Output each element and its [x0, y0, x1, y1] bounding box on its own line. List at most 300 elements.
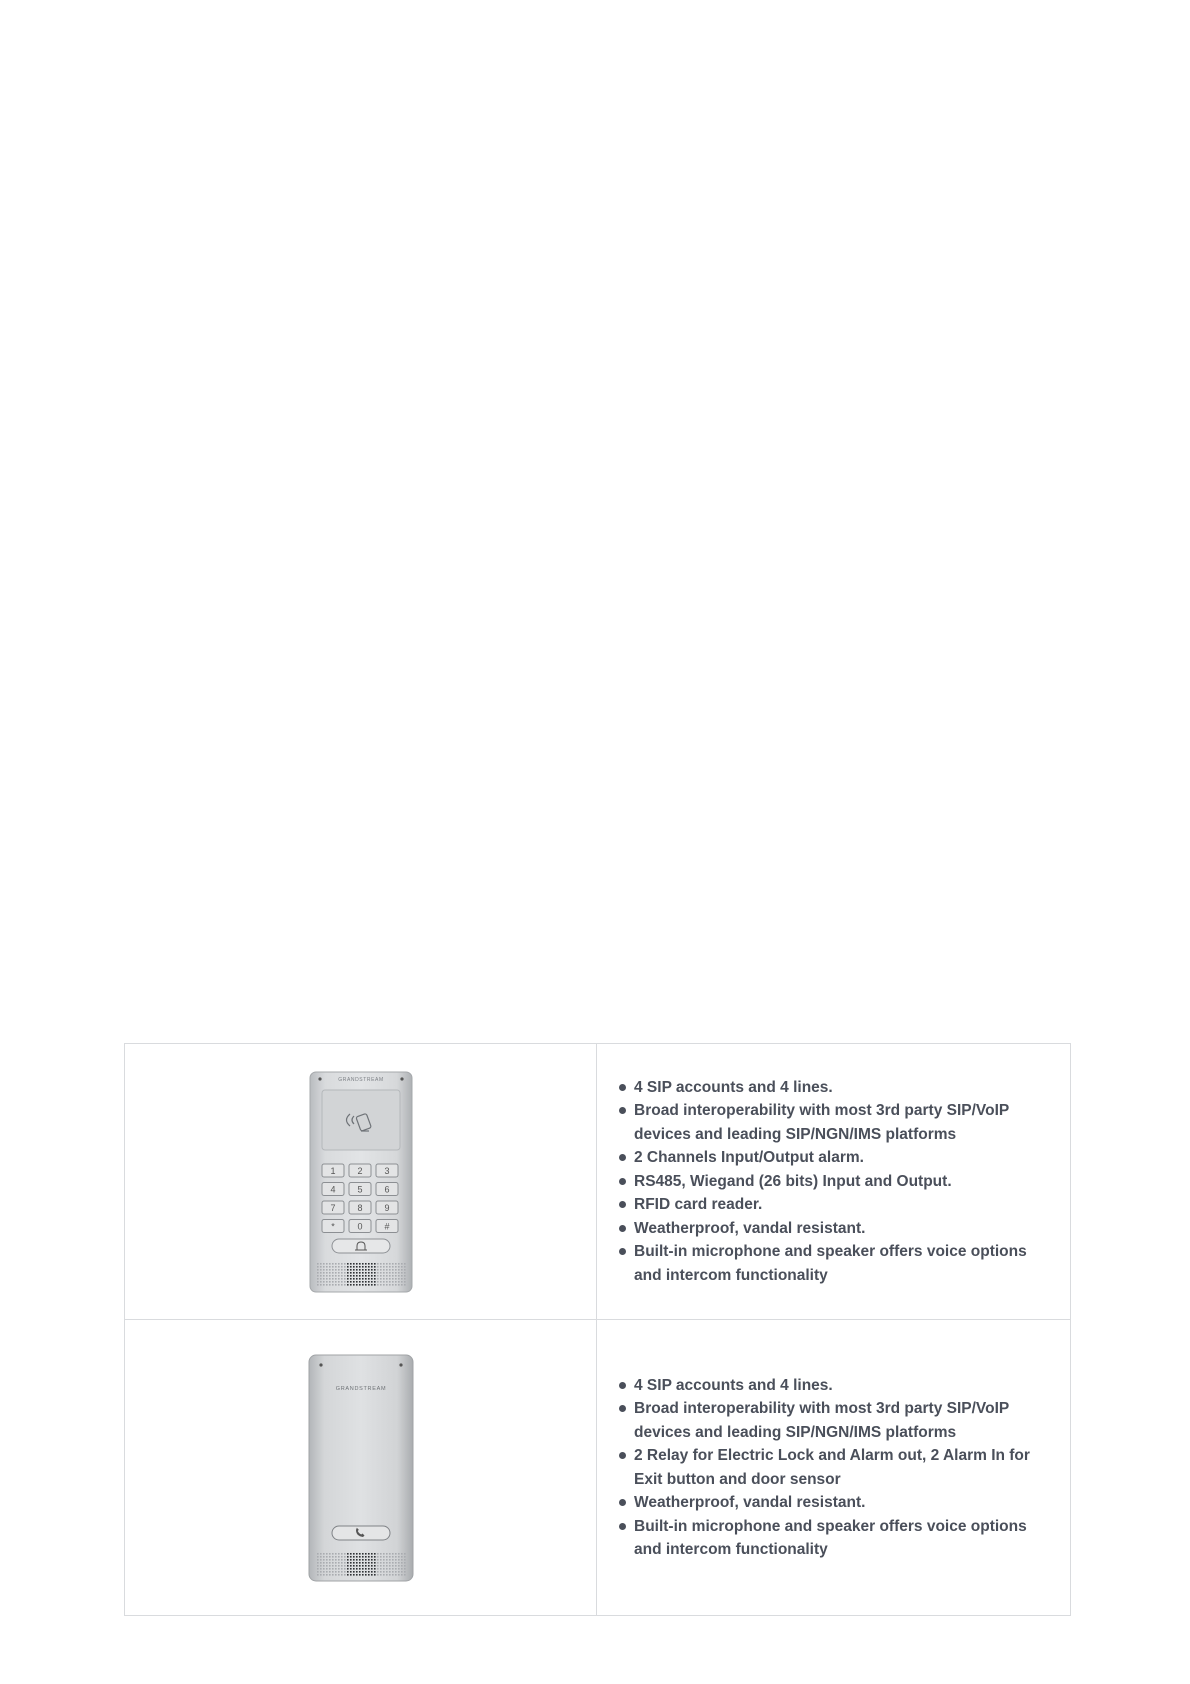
- grille-hole: [356, 1562, 358, 1564]
- grille-hole: [374, 1269, 376, 1271]
- grille-hole: [341, 1553, 343, 1555]
- grille-hole: [383, 1571, 385, 1573]
- grille-hole: [371, 1281, 373, 1283]
- grille-hole: [374, 1266, 376, 1268]
- grille-hole: [344, 1281, 346, 1283]
- grille-hole: [383, 1565, 385, 1567]
- grille-hole: [320, 1284, 322, 1286]
- grille-hole: [338, 1571, 340, 1573]
- grille-hole: [395, 1263, 397, 1265]
- grille-hole: [389, 1278, 391, 1280]
- grille-hole: [353, 1281, 355, 1283]
- grille-hole: [383, 1556, 385, 1558]
- brand-logo: GRANDSTREAM: [335, 1385, 386, 1392]
- grille-hole: [341, 1556, 343, 1558]
- grille-hole: [395, 1266, 397, 1268]
- grille-hole: [380, 1278, 382, 1280]
- grille-hole: [329, 1266, 331, 1268]
- grille-hole: [380, 1269, 382, 1271]
- grille-hole: [347, 1278, 349, 1280]
- grille-hole: [353, 1562, 355, 1564]
- grille-hole: [365, 1568, 367, 1570]
- grille-hole: [344, 1266, 346, 1268]
- grille-hole: [332, 1559, 334, 1561]
- grille-hole: [359, 1284, 361, 1286]
- grille-hole: [344, 1275, 346, 1277]
- grille-hole: [395, 1284, 397, 1286]
- grille-hole: [383, 1559, 385, 1561]
- grille-hole: [326, 1272, 328, 1274]
- grille-hole: [335, 1263, 337, 1265]
- grille-hole: [317, 1565, 319, 1567]
- feature-cell: [597, 1320, 1071, 1616]
- grille-hole: [332, 1263, 334, 1265]
- grille-hole: [353, 1275, 355, 1277]
- grille-hole: [350, 1562, 352, 1564]
- grille-hole: [395, 1556, 397, 1558]
- keypad-key: [322, 1164, 344, 1177]
- grille-hole: [365, 1562, 367, 1564]
- grille-hole: [344, 1263, 346, 1265]
- grille-hole: [320, 1281, 322, 1283]
- grille-hole: [332, 1571, 334, 1573]
- grille-hole: [371, 1263, 373, 1265]
- grille-hole: [317, 1562, 319, 1564]
- grille-hole: [368, 1553, 370, 1555]
- grille-hole: [344, 1272, 346, 1274]
- grille-hole: [347, 1574, 349, 1576]
- grille-hole: [323, 1553, 325, 1555]
- grille-hole: [341, 1284, 343, 1286]
- grille-hole: [356, 1272, 358, 1274]
- grille-hole: [380, 1553, 382, 1555]
- grille-hole: [323, 1556, 325, 1558]
- grille-hole: [335, 1568, 337, 1570]
- grille-hole: [356, 1266, 358, 1268]
- grille-hole: [338, 1266, 340, 1268]
- keypad-key-label: 8: [356, 1202, 363, 1213]
- grille-hole: [389, 1272, 391, 1274]
- grille-hole: [326, 1565, 328, 1567]
- grille-hole: [386, 1562, 388, 1564]
- grille-hole: [377, 1568, 379, 1570]
- grille-hole: [401, 1571, 403, 1573]
- grille-hole: [332, 1562, 334, 1564]
- grille-hole: [362, 1272, 364, 1274]
- keypad-key: [349, 1182, 371, 1195]
- grille-hole: [320, 1272, 322, 1274]
- grille-hole: [401, 1278, 403, 1280]
- grille-hole: [401, 1266, 403, 1268]
- keypad-key: [349, 1219, 371, 1232]
- grille-hole: [398, 1553, 400, 1555]
- grille-hole: [359, 1565, 361, 1567]
- grille-hole: [362, 1553, 364, 1555]
- grille-hole: [401, 1284, 403, 1286]
- grille-hole: [356, 1568, 358, 1570]
- grille-hole: [338, 1562, 340, 1564]
- grille-hole: [371, 1568, 373, 1570]
- grille-hole: [335, 1553, 337, 1555]
- grille-hole: [350, 1565, 352, 1567]
- grille-hole: [329, 1556, 331, 1558]
- grille-hole: [317, 1281, 319, 1283]
- grille-hole: [371, 1269, 373, 1271]
- grille-hole: [386, 1275, 388, 1277]
- grille-hole: [338, 1272, 340, 1274]
- grille-hole: [329, 1272, 331, 1274]
- grille-hole: [341, 1565, 343, 1567]
- grille-hole: [398, 1562, 400, 1564]
- grille-hole: [389, 1281, 391, 1283]
- grille-hole: [395, 1559, 397, 1561]
- grille-hole: [320, 1571, 322, 1573]
- grille-hole: [317, 1284, 319, 1286]
- grille-hole: [323, 1565, 325, 1567]
- keypad-key-label: 7: [329, 1202, 336, 1213]
- grille-hole: [359, 1553, 361, 1555]
- grille-hole: [383, 1275, 385, 1277]
- grille-hole: [368, 1278, 370, 1280]
- grille-hole: [395, 1278, 397, 1280]
- grille-hole: [320, 1559, 322, 1561]
- grille-hole: [389, 1263, 391, 1265]
- grille-hole: [332, 1272, 334, 1274]
- grille-hole: [341, 1263, 343, 1265]
- grille-hole: [329, 1571, 331, 1573]
- grille-hole: [359, 1275, 361, 1277]
- keypad-key: [322, 1182, 344, 1195]
- grille-hole: [401, 1263, 403, 1265]
- grille-hole: [389, 1269, 391, 1271]
- grille-hole: [338, 1263, 340, 1265]
- grille-hole: [326, 1571, 328, 1573]
- grille-hole: [392, 1556, 394, 1558]
- grille-hole: [326, 1281, 328, 1283]
- grille-hole: [386, 1568, 388, 1570]
- grille-hole: [374, 1284, 376, 1286]
- grille-hole: [347, 1556, 349, 1558]
- keypad-key-label: 2: [356, 1165, 363, 1176]
- grille-hole: [404, 1278, 406, 1280]
- grille-hole: [371, 1278, 373, 1280]
- grille-hole: [320, 1263, 322, 1265]
- grille-hole: [371, 1559, 373, 1561]
- list-item: 4 SIP accounts and 4 lines.: [619, 1076, 1050, 1100]
- grille-hole: [398, 1571, 400, 1573]
- grille-hole: [380, 1571, 382, 1573]
- brand-logo: GRANDSTREAM: [337, 1076, 384, 1083]
- table-row: [125, 1044, 1071, 1320]
- grille-hole: [335, 1559, 337, 1561]
- grille-hole: [368, 1275, 370, 1277]
- grille-hole: [353, 1574, 355, 1576]
- grille-hole: [395, 1275, 397, 1277]
- grille-hole: [359, 1571, 361, 1573]
- grille-hole: [380, 1263, 382, 1265]
- grille-hole: [380, 1275, 382, 1277]
- list-item: Broad interoperability with most 3rd party SIP/VoIP devices and leading SIP/NGN/IMS platforms: [619, 1099, 1050, 1146]
- grille-hole: [401, 1559, 403, 1561]
- grille-hole: [326, 1278, 328, 1280]
- grille-hole: [386, 1269, 388, 1271]
- grille-hole: [392, 1278, 394, 1280]
- grille-hole: [350, 1571, 352, 1573]
- grille-hole: [404, 1574, 406, 1576]
- grille-hole: [350, 1278, 352, 1280]
- grille-hole: [362, 1266, 364, 1268]
- grille-hole: [347, 1266, 349, 1268]
- grille-hole: [353, 1553, 355, 1555]
- grille-hole: [353, 1269, 355, 1271]
- grille-hole: [371, 1284, 373, 1286]
- grille-hole: [377, 1284, 379, 1286]
- grille-hole: [317, 1568, 319, 1570]
- grille-hole: [323, 1571, 325, 1573]
- product-image-cell: [125, 1044, 597, 1320]
- grille-hole: [344, 1571, 346, 1573]
- grille-hole: [389, 1284, 391, 1286]
- grille-hole: [377, 1574, 379, 1576]
- grille-hole: [341, 1269, 343, 1271]
- grille-hole: [380, 1562, 382, 1564]
- grille-hole: [356, 1574, 358, 1576]
- grille-hole: [380, 1574, 382, 1576]
- grille-hole: [323, 1281, 325, 1283]
- grille-hole: [389, 1568, 391, 1570]
- grille-hole: [380, 1556, 382, 1558]
- grille-hole: [359, 1266, 361, 1268]
- grille-hole: [323, 1266, 325, 1268]
- grille-hole: [356, 1269, 358, 1271]
- keypad-key-label: 0: [356, 1221, 363, 1231]
- grille-hole: [395, 1574, 397, 1576]
- grille-hole: [320, 1565, 322, 1567]
- grille-hole: [371, 1571, 373, 1573]
- grille-hole: [320, 1275, 322, 1277]
- grille-hole: [404, 1568, 406, 1570]
- grille-hole: [401, 1272, 403, 1274]
- grille-hole: [377, 1278, 379, 1280]
- grille-hole: [332, 1281, 334, 1283]
- grille-hole: [383, 1562, 385, 1564]
- grille-hole: [362, 1269, 364, 1271]
- grille-hole: [371, 1574, 373, 1576]
- grille-hole: [383, 1272, 385, 1274]
- grille-hole: [401, 1281, 403, 1283]
- grille-hole: [389, 1275, 391, 1277]
- grille-hole: [326, 1574, 328, 1576]
- grille-hole: [326, 1275, 328, 1277]
- grille-hole: [365, 1574, 367, 1576]
- grille-hole: [353, 1556, 355, 1558]
- grille-hole: [389, 1266, 391, 1268]
- grille-hole: [365, 1269, 367, 1271]
- list-item: 2 Channels Input/Output alarm.: [619, 1146, 1050, 1170]
- keypad-key: [376, 1164, 398, 1177]
- list-item: Weatherproof, vandal resistant.: [619, 1491, 1050, 1515]
- grille-hole: [320, 1269, 322, 1271]
- grille-hole: [350, 1553, 352, 1555]
- grille-hole: [332, 1556, 334, 1558]
- grille-hole: [329, 1565, 331, 1567]
- list-item: RFID card reader.: [619, 1193, 1050, 1217]
- grille-hole: [374, 1562, 376, 1564]
- grille-hole: [404, 1266, 406, 1268]
- grille-hole: [386, 1278, 388, 1280]
- grille-hole: [404, 1565, 406, 1567]
- grille-hole: [359, 1281, 361, 1283]
- grille-hole: [350, 1266, 352, 1268]
- grille-hole: [374, 1272, 376, 1274]
- grille-hole: [344, 1562, 346, 1564]
- grille-hole: [356, 1553, 358, 1555]
- grille-hole: [398, 1281, 400, 1283]
- grille-hole: [317, 1556, 319, 1558]
- grille-hole: [341, 1559, 343, 1561]
- grille-hole: [395, 1568, 397, 1570]
- grille-hole: [350, 1556, 352, 1558]
- grille-hole: [398, 1272, 400, 1274]
- grille-hole: [356, 1559, 358, 1561]
- grille-hole: [326, 1553, 328, 1555]
- grille-hole: [386, 1266, 388, 1268]
- grille-hole: [404, 1553, 406, 1555]
- grille-hole: [389, 1562, 391, 1564]
- grille-hole: [347, 1284, 349, 1286]
- grille-hole: [392, 1272, 394, 1274]
- grille-hole: [350, 1568, 352, 1570]
- grille-hole: [401, 1553, 403, 1555]
- grille-hole: [380, 1568, 382, 1570]
- grille-hole: [401, 1275, 403, 1277]
- grille-hole: [338, 1574, 340, 1576]
- grille-hole: [329, 1281, 331, 1283]
- grille-hole: [317, 1263, 319, 1265]
- grille-hole: [359, 1562, 361, 1564]
- grille-hole: [371, 1565, 373, 1567]
- grille-hole: [332, 1278, 334, 1280]
- grille-hole: [401, 1562, 403, 1564]
- grille-hole: [347, 1275, 349, 1277]
- grille-hole: [398, 1568, 400, 1570]
- grille-hole: [338, 1284, 340, 1286]
- grille-hole: [398, 1269, 400, 1271]
- grille-hole: [341, 1574, 343, 1576]
- grille-hole: [317, 1266, 319, 1268]
- grille-hole: [323, 1559, 325, 1561]
- grille-hole: [371, 1562, 373, 1564]
- grille-hole: [365, 1565, 367, 1567]
- grille-hole: [398, 1263, 400, 1265]
- grille-hole: [362, 1275, 364, 1277]
- grille-hole: [392, 1281, 394, 1283]
- grille-hole: [350, 1281, 352, 1283]
- list-item: Built-in microphone and speaker offers voice options and intercom functionality: [619, 1515, 1050, 1562]
- grille-hole: [365, 1266, 367, 1268]
- grille-hole: [392, 1275, 394, 1277]
- grille-hole: [353, 1568, 355, 1570]
- grille-hole: [368, 1571, 370, 1573]
- grille-hole: [389, 1571, 391, 1573]
- grille-hole: [317, 1574, 319, 1576]
- grille-hole: [362, 1574, 364, 1576]
- grille-hole: [362, 1568, 364, 1570]
- grille-hole: [359, 1574, 361, 1576]
- grille-hole: [398, 1556, 400, 1558]
- grille-hole: [338, 1556, 340, 1558]
- grille-hole: [332, 1269, 334, 1271]
- grille-hole: [398, 1284, 400, 1286]
- keypad-key-label: *: [330, 1221, 335, 1231]
- grille-hole: [356, 1263, 358, 1265]
- grille-hole: [338, 1568, 340, 1570]
- grille-hole: [374, 1281, 376, 1283]
- grille-hole: [395, 1553, 397, 1555]
- grille-hole: [335, 1278, 337, 1280]
- grille-hole: [344, 1553, 346, 1555]
- grille-hole: [341, 1278, 343, 1280]
- grille-hole: [401, 1574, 403, 1576]
- grille-hole: [389, 1553, 391, 1555]
- grille-hole: [383, 1574, 385, 1576]
- grille-hole: [392, 1553, 394, 1555]
- grille-hole: [383, 1263, 385, 1265]
- grille-hole: [374, 1568, 376, 1570]
- grille-hole: [398, 1275, 400, 1277]
- grille-hole: [395, 1281, 397, 1283]
- grille-hole: [323, 1278, 325, 1280]
- grille-hole: [338, 1553, 340, 1555]
- grille-hole: [356, 1284, 358, 1286]
- grille-hole: [398, 1266, 400, 1268]
- grille-hole: [392, 1565, 394, 1567]
- grille-hole: [356, 1556, 358, 1558]
- grille-hole: [377, 1565, 379, 1567]
- grille-hole: [380, 1266, 382, 1268]
- grille-hole: [323, 1275, 325, 1277]
- grille-hole: [392, 1562, 394, 1564]
- grille-hole: [323, 1263, 325, 1265]
- grille-hole: [353, 1266, 355, 1268]
- list-item: 4 SIP accounts and 4 lines.: [619, 1374, 1050, 1398]
- grille-hole: [341, 1562, 343, 1564]
- grille-hole: [362, 1284, 364, 1286]
- grille-hole: [329, 1275, 331, 1277]
- grille-hole: [317, 1272, 319, 1274]
- grille-hole: [365, 1559, 367, 1561]
- grille-hole: [347, 1269, 349, 1271]
- grille-hole: [335, 1281, 337, 1283]
- grille-hole: [365, 1278, 367, 1280]
- grille-hole: [329, 1263, 331, 1265]
- grille-hole: [353, 1278, 355, 1280]
- grille-hole: [404, 1284, 406, 1286]
- grille-hole: [326, 1556, 328, 1558]
- grille-hole: [386, 1281, 388, 1283]
- grille-hole: [323, 1568, 325, 1570]
- grille-hole: [326, 1263, 328, 1265]
- grille-hole: [347, 1568, 349, 1570]
- grille-hole: [350, 1559, 352, 1561]
- grille-hole: [347, 1565, 349, 1567]
- grille-hole: [320, 1568, 322, 1570]
- grille-hole: [347, 1281, 349, 1283]
- grille-hole: [335, 1269, 337, 1271]
- grille-hole: [359, 1272, 361, 1274]
- grille-hole: [368, 1565, 370, 1567]
- grille-hole: [368, 1559, 370, 1561]
